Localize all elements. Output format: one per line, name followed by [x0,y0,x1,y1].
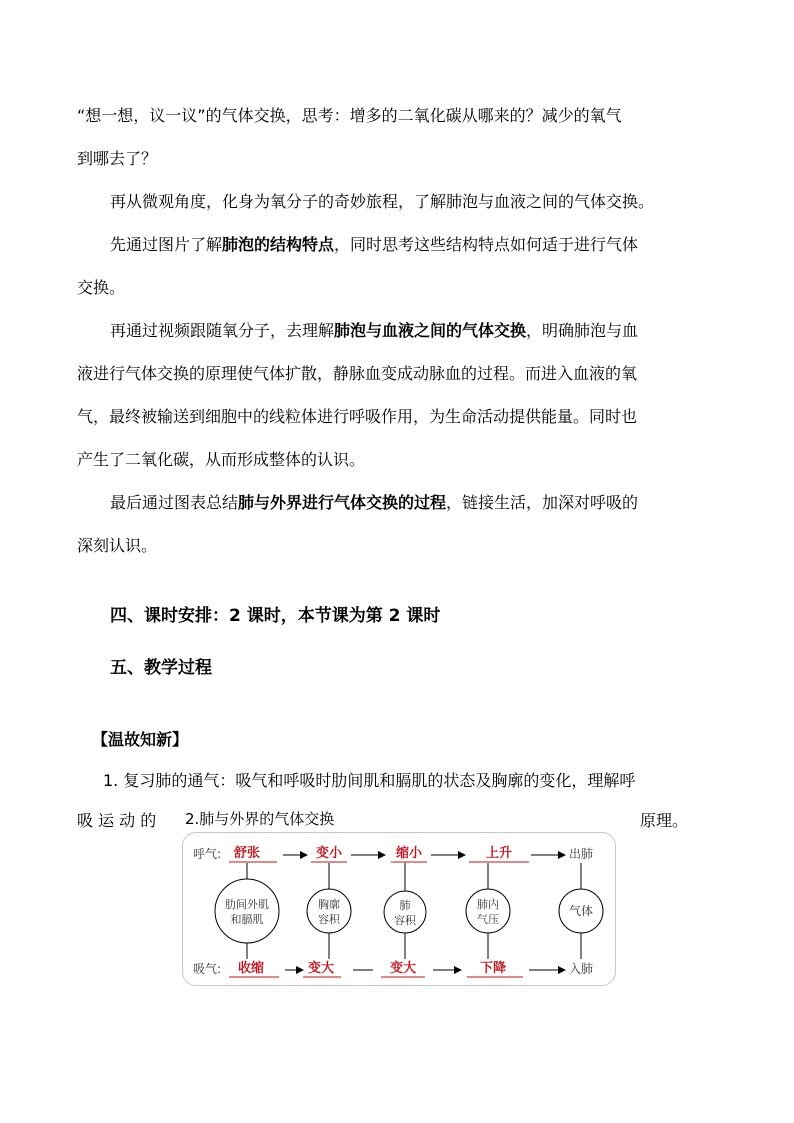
inhale-value-1: 收缩 [237,961,265,976]
circle-thorax-label-2: 容积 [318,913,340,926]
paragraph-3-line-1 [110,235,638,255]
inhale-label: 吸气: [193,962,222,976]
circle-lung-volume-label-1: 肺 [399,899,411,912]
paragraph-5-line-1 [110,493,638,513]
paragraph-2: 再从微观角度，化身为氧分子的奇妙旅程，了解肺泡与血液之间的气体交换。 [110,192,655,211]
paragraph-5-line-2: 深刻认识。 [77,536,158,555]
circle-muscles-label-2: 和膈肌 [230,913,264,926]
paragraph-3-text-c: ，同时思考这些结构特点如何适于进行气体 [334,235,639,254]
circle-thorax [307,889,351,933]
review-item-line-2-end: 原理。 [640,811,689,830]
gas-exchange-diagram [182,832,616,986]
section-5-heading: 五、教学过程 [110,658,212,678]
paragraph-5-text-c: ，链接生活，加深对呼吸的 [446,493,639,512]
paragraph-4-bold: 肺泡与血液之间的气体交换 [334,321,527,340]
paragraph-4-text-c: ，明确肺泡与血 [526,321,639,340]
inhale-value-3: 变大 [389,961,417,976]
exhale-label: 呼气: [193,847,222,861]
exhale-value-3: 缩小 [395,846,423,861]
circle-muscles [215,879,279,943]
paragraph-5-text-a: 最后通过图表总结 [110,493,239,512]
circle-lung-pressure-label-1: 肺内 [477,898,499,911]
figure-title: 2.肺与外界的气体交换 [185,810,335,828]
circle-thorax-label-1: 胸廓 [318,898,340,911]
review-heading: 【温故知新】 [92,730,189,749]
section-4-heading: 四、课时安排：2 课时，本节课为第 2 课时 [110,606,441,626]
paragraph-1-line-2: 到哪去了？ [77,149,158,168]
inhale-end: 入肺 [568,962,594,976]
paragraph-3-line-2: 交换。 [77,278,126,297]
circle-lung-pressure [466,889,510,933]
paragraph-1-line-1: “想一想，议一议”的气体交换，思考：增多的二氧化碳从哪来的？减少的氧气 [77,106,622,125]
circle-gas-label: 气体 [568,904,594,918]
exhale-end: 出肺 [568,847,594,861]
paragraph-3-bold: 肺泡的结构特点 [222,235,335,254]
inhale-value-2: 变大 [307,961,335,976]
review-item-line-1: 1. 复习肺的通气：吸气和呼吸时肋间肌和膈肌的状态及胸廓的变化，理解呼 [103,771,636,790]
circle-lung-volume-label-2: 容积 [394,914,416,927]
circle-muscles-label-1: 肋间外肌 [225,898,269,911]
inhale-value-4: 下降 [479,961,507,976]
exhale-value-4: 上升 [485,846,513,861]
paragraph-4-line-3: 气，最终被输送到细胞中的线粒体进行呼吸作用，为生命活动提供能量。同时也 [77,407,638,426]
paragraph-5-bold: 肺与外界进行气体交换的过程 [238,493,447,512]
paragraph-3-text-a: 先通过图片了解 [110,235,223,254]
exhale-value-1: 舒张 [233,846,261,861]
paragraph-4-text-a: 再通过视频跟随氧分子，去理解 [110,321,335,340]
paragraph-4-line-2: 液进行气体交换的原理使气体扩散，静脉血变成动脉血的过程。而进入血液的氧 [77,364,638,383]
circle-lung-pressure-label-2: 气压 [477,913,499,926]
paragraph-4-line-1 [110,321,638,341]
paragraph-4-line-4: 产生了二氧化碳，从而形成整体的认识。 [77,450,366,469]
review-item-line-2-start: 吸 运 动 的 [77,811,157,830]
exhale-value-2: 变小 [315,846,343,861]
